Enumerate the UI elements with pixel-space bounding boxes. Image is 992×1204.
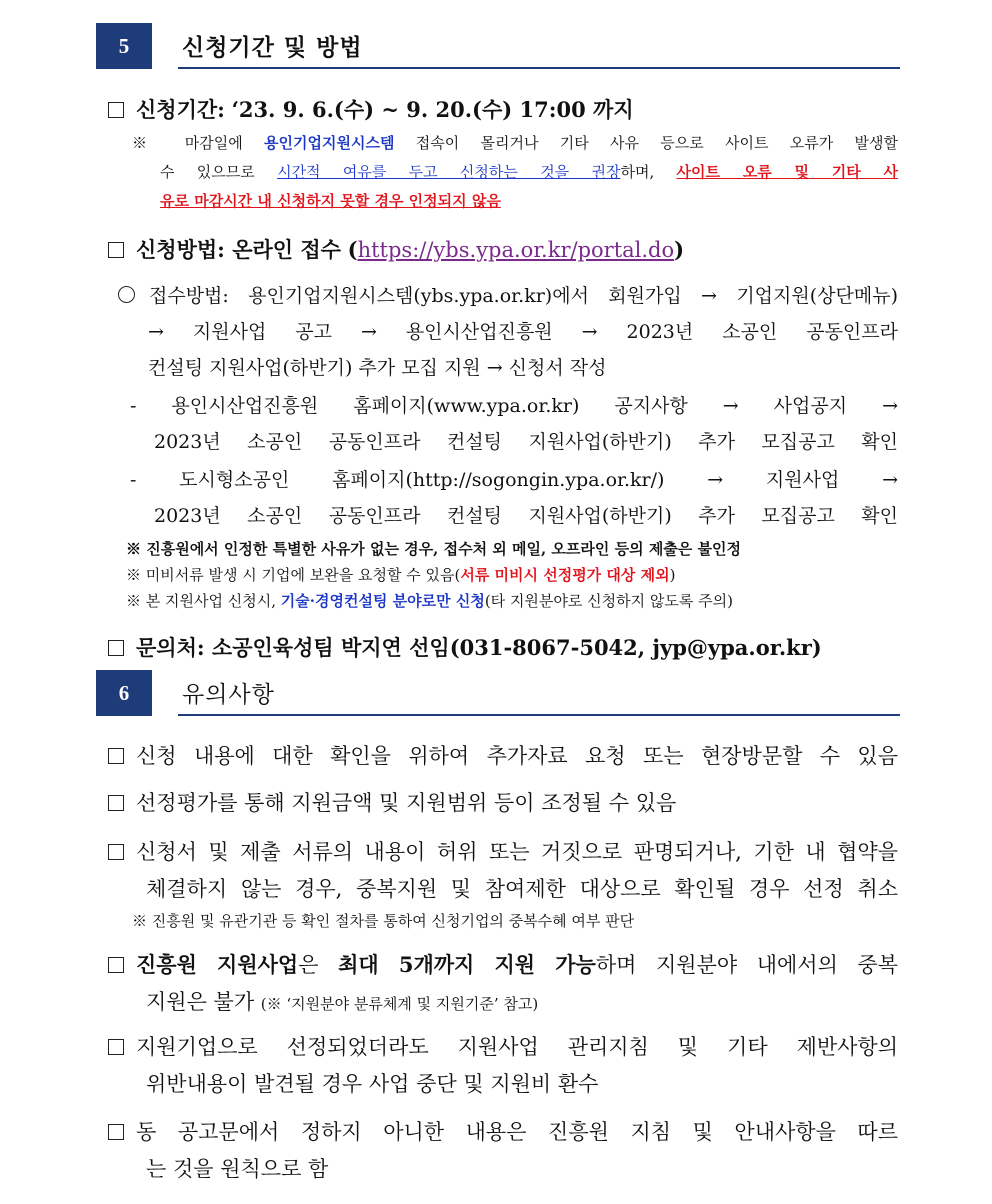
checkbox-bullet-icon <box>108 1039 124 1055</box>
note-text: (타 지원분야로 신청하지 않도록 주의) <box>484 592 733 610</box>
recommend-highlight: 시간적 여유를 두고 신청하는 것을 권장 <box>277 163 621 181</box>
period-label: 신청기간: <box>136 97 225 122</box>
notice-text: 체결하지 않는 경우, 중복지원 및 참여제한 대상으로 확인될 경우 선정 취소 <box>146 877 898 901</box>
notice-item-5-line-1 <box>108 1031 898 1061</box>
dash1-line-2 <box>154 427 898 454</box>
checkbox-bullet-icon <box>108 242 124 258</box>
notice-item-4-line-1 <box>108 949 898 979</box>
notice-text: 신청서 및 제출 서류의 내용이 허위 또는 거짓으로 판명되거나, 기한 내 협약을 <box>136 840 898 864</box>
paren: ) <box>674 237 685 262</box>
section-6-header <box>96 670 900 716</box>
dash-text: - 용인시산업진흥원 홈페이지(www.ypa.or.kr) 공지사항 → 사업공지 → <box>130 395 898 417</box>
notice-item-5-line-2: 위반내용이 발견될 경우 사업 중단 및 지원비 환수 <box>146 1072 599 1096</box>
portal-link[interactable]: https://ybs.ypa.or.kr/portal.do <box>357 238 675 262</box>
dash-text: 2023년 소공인 공동인프라 컨설팅 지원사업(하반기) 추가 모집공고 확인 <box>154 505 898 527</box>
notice-item-3-line-2 <box>146 873 898 903</box>
notice-item-6-line-1 <box>108 1116 898 1146</box>
steps-text: 접수방법: 용인기업지원시스템(ybs.ypa.or.kr)에서 회원가입 → 기업지원(상단메뉴) <box>149 285 898 307</box>
circle-bullet-icon <box>118 286 135 303</box>
steps-line-2 <box>148 317 898 344</box>
paren: ( <box>347 237 358 262</box>
note-text: 마감일에 <box>184 134 243 152</box>
section-title: 유의사항 <box>182 682 275 708</box>
section-number-badge: 5 <box>96 23 152 69</box>
notice-text: 지원기업으로 선정되었더라도 지원사업 관리지침 및 기타 제반사항의 <box>136 1035 898 1059</box>
period-note-line-2 <box>160 161 898 182</box>
notice-text: 은 <box>298 953 319 977</box>
note-1: ※ 진흥원에서 인정한 특별한 사유가 없는 경우, 접수처 외 메일, 오프라인 등의 제출은 불인정 <box>126 540 741 558</box>
note-text: 하며, <box>620 163 655 181</box>
warning-highlight: 사이트 오류 및 기타 사 <box>676 163 898 181</box>
dash-text: - 도시형소공인 홈페이지(http://sogongin.ypa.or.kr/) → 지원사업 → <box>130 469 898 491</box>
dash2-line-1 <box>130 465 898 492</box>
dash1-line-1 <box>130 391 898 418</box>
contact-item <box>108 632 822 662</box>
notice-item-4-line-2 <box>146 986 538 1016</box>
section-5-header <box>96 23 900 69</box>
checkbox-bullet-icon <box>108 748 124 764</box>
note-mark: ※ <box>132 134 164 152</box>
notice-item-1 <box>108 740 898 770</box>
note-text: ※ 미비서류 발생 시 기업에 보완을 요청할 수 있음( <box>126 566 461 584</box>
note-text: 접속이 몰리거나 기타 사유 등으로 사이트 오류가 발생할 <box>415 134 898 152</box>
method-label: 신청방법: 온라인 접수 <box>136 237 341 262</box>
dash-text: 2023년 소공인 공동인프라 컨설팅 지원사업(하반기) 추가 모집공고 확인 <box>154 431 898 453</box>
system-name-highlight: 용인기업지원시스템 <box>264 134 395 152</box>
notice-item-6-line-2: 는 것을 원칙으로 함 <box>146 1157 329 1181</box>
period-note-line-3 <box>160 190 501 211</box>
notice-item-2 <box>108 787 676 817</box>
note-text: 수 있으므로 <box>160 163 255 181</box>
steps-line-1 <box>118 281 898 308</box>
steps-line-3: 컨설팅 지원사업(하반기) 추가 모집 지원 → 신청서 작성 <box>148 357 607 379</box>
note-text: ※ 본 지원사업 신청시, <box>126 592 276 610</box>
period-item <box>108 94 634 124</box>
note-text: ) <box>669 566 676 584</box>
section-number-badge: 6 <box>96 670 152 716</box>
notice-text: 신청 내용에 대한 확인을 위하여 추가자료 요청 또는 현장방문할 수 있음 <box>136 744 898 768</box>
checkbox-bullet-icon <box>108 795 124 811</box>
checkbox-bullet-icon <box>108 640 124 656</box>
notice-text: 하며 지원분야 내에서의 중복 <box>595 953 898 977</box>
checkbox-bullet-icon <box>108 1124 124 1140</box>
note-3 <box>126 590 733 611</box>
notice-item-3-line-1 <box>108 836 898 866</box>
section-title: 신청기간 및 방법 <box>182 34 363 61</box>
checkbox-bullet-icon <box>108 957 124 973</box>
steps-text: → 지원사업 공고 → 용인시산업진흥원 → 2023년 소공인 공동인프라 <box>148 321 898 343</box>
notice-text: 선정평가를 통해 지원금액 및 지원범위 등이 조정될 수 있음 <box>136 791 677 815</box>
note-red: 서류 미비시 선정평가 대상 제외 <box>460 566 670 584</box>
period-value: ‘23. 9. 6.(수) ~ 9. 20.(수) 17:00 까지 <box>231 97 634 122</box>
notice-text: 동 공고문에서 정하지 아니한 내용은 진흥원 지침 및 안내사항을 따르 <box>136 1120 898 1144</box>
checkbox-bullet-icon <box>108 102 124 118</box>
warning-highlight: 유로 마감시간 내 신청하지 못할 경우 인정되지 않음 <box>160 192 501 210</box>
period-note-line-1 <box>132 132 898 153</box>
notice-item-3-note: ※ 진흥원 및 유관기관 등 확인 절차를 통하여 신청기업의 중복수혜 여부 판단 <box>132 912 635 930</box>
note-blue: 기술·경영컨설팅 분야로만 신청 <box>280 592 485 610</box>
contact-text: 문의처: 소공인육성팀 박지연 선임(031-8067-5042, jyp@ypa.or.kr) <box>136 635 822 660</box>
notice-note: (※ ‘지원분야 분류체계 및 지원기준’ 참고) <box>260 995 539 1013</box>
checkbox-bullet-icon <box>108 844 124 860</box>
note-2 <box>126 564 675 585</box>
section-underline <box>178 67 900 69</box>
notice-text: 지원은 불가 <box>146 990 255 1014</box>
method-item <box>108 234 684 264</box>
section-underline <box>178 714 900 716</box>
notice-bold: 최대 5개까지 지원 가능 <box>338 952 596 977</box>
dash2-line-2 <box>154 501 898 528</box>
notice-bold: 진흥원 지원사업 <box>136 952 299 977</box>
